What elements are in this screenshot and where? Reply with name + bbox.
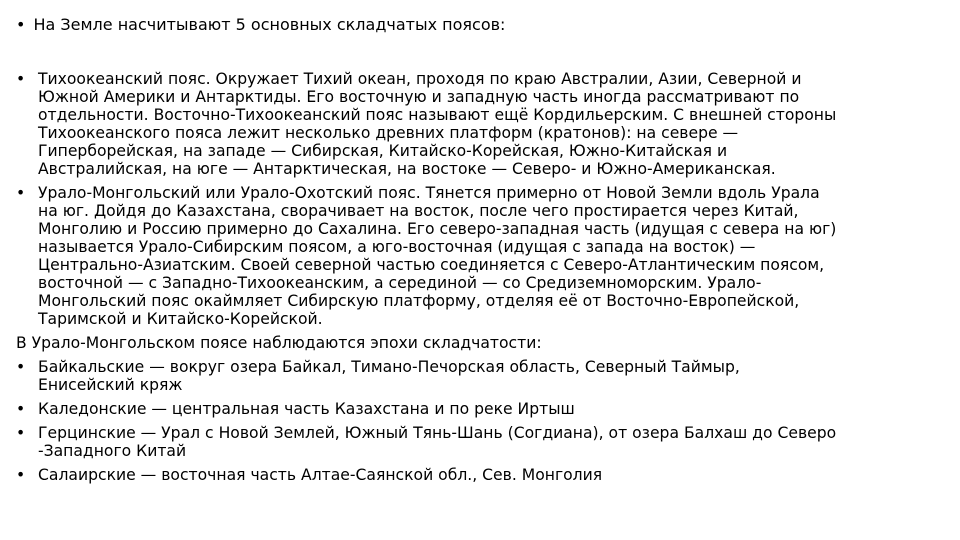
intro-paragraph	[16, 14, 505, 36]
line: Каледонские — центральная часть Казахстана и по реке Иртыш	[38, 400, 575, 418]
ural-mongol-belt-item	[16, 184, 946, 328]
bullet-icon: •	[16, 400, 26, 418]
line: отдельности. Восточно-Тихоокеанский пояс называют ещё Кордильерским. С внешней стороны	[38, 106, 837, 124]
line: Енисейский кряж	[38, 376, 183, 394]
bullet-icon: •	[16, 15, 26, 34]
line: Салаирские — восточная часть Алтае-Саянской обл., Сев. Монголия	[38, 466, 603, 484]
line: Южной Америки и Антарктиды. Его восточную и западную часть иногда рассматривают по	[38, 88, 800, 106]
bullet-icon: •	[16, 358, 26, 376]
line: Тихоокеанского пояса лежит несколько древних платформ (кратонов): на севере —	[38, 124, 739, 142]
line: Австралийская, на юге — Антарктическая, на востоке — Северо- и Южно-Американская.	[38, 160, 776, 178]
line: Урало-Монгольский или Урало-Охотский пояс. Тянется примерно от Новой Земли вдоль Урала	[38, 184, 820, 202]
caledonian-item	[16, 400, 946, 418]
line: Монгольский пояс окаймляет Сибирскую платформу, отделяя её от Восточно-Европейской,	[38, 292, 800, 310]
bullet-icon: •	[16, 70, 26, 88]
line: Центрально-Азиатским. Своей северной частью соединяется с Северо-Атлантическим поясом,	[38, 256, 825, 274]
baikal-item	[16, 358, 946, 394]
bullet-icon: •	[16, 184, 26, 202]
line: называется Урало-Сибирским поясом, а юго-восточная (идущая с запада на восток) —	[38, 238, 756, 256]
line: Байкальские — вокруг озера Байкал, Тимано-Печорская область, Северный Таймыр,	[38, 358, 740, 376]
bullet-icon: •	[16, 424, 26, 442]
line: восточной — с Западно-Тихоокеанским, а серединой — со Средиземноморским. Урало-	[38, 274, 762, 292]
hercynian-item	[16, 424, 946, 460]
line: Герцинские — Урал с Новой Землей, Южный Тянь-Шань (Согдиана), от озера Балхаш до Северо	[38, 424, 837, 442]
line: Таримской и Китайско-Корейской.	[38, 310, 323, 328]
line: Тихоокеанский пояс. Окружает Тихий океан, проходя по краю Австралии, Азии, Северной и	[38, 70, 802, 88]
pacific-belt-item	[16, 70, 946, 178]
epochs-heading: В Урало-Монгольском поясе наблюдаются эпохи складчатости:	[16, 334, 542, 352]
line: Монголию и Россию примерно до Сахалина. Его северо-западная часть (идущая с севера на юг)	[38, 220, 837, 238]
line: -Западного Китай	[38, 442, 187, 460]
intro-text: На Земле насчитывают 5 основных складчатых поясов:	[33, 15, 506, 34]
bullet-icon: •	[16, 466, 26, 484]
line: Гиперборейская, на западе — Сибирская, Китайско-Корейская, Южно-Китайская и	[38, 142, 728, 160]
salair-item	[16, 466, 946, 484]
main-text	[16, 70, 946, 484]
line: на юг. Дойдя до Казахстана, сворачивает на восток, после чего простирается через Китай,	[38, 202, 799, 220]
